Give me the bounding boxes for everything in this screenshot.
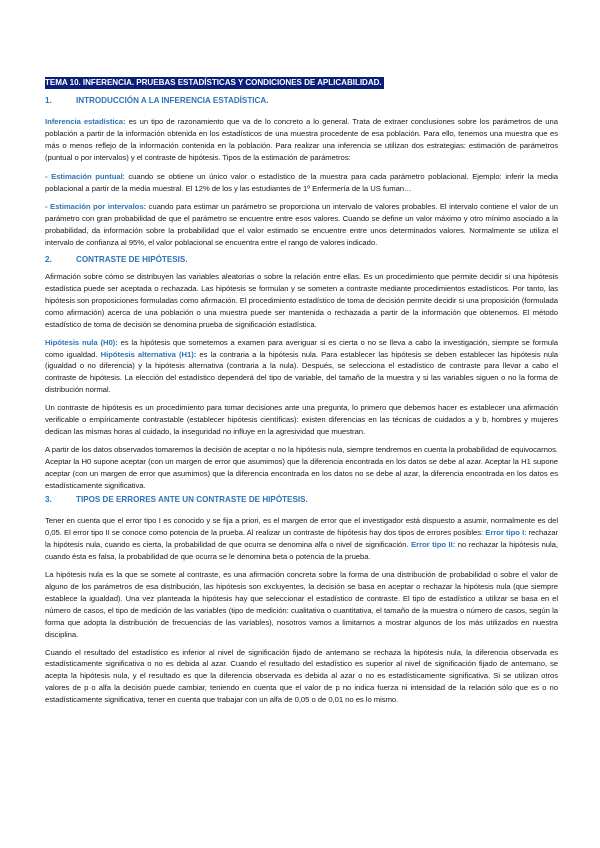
section-title: CONTRASTE DE HIPÓTESIS. — [76, 255, 188, 265]
keyword: Inferencia estadística: — [45, 117, 126, 126]
keyword: - Estimación puntual — [45, 171, 123, 181]
document-page — [45, 72, 558, 706]
paragraph-text: es un tipo de razonamiento que va de lo concreto a lo general. Trata de extraer conclusiones sobre los parámetros de una población a partir de la información obtenida en los estadísticos de una muestra procedente de esa población. Para ello, tenemos una muestra que es más o menos reflejo de la información contenida en la población. Para realizar una inferencia se utilizan dos estrategias: estimación de parámetros (puntual o por intervalos) y el contraste de hipótesis. Tipos de la estimación de parámetros: — [45, 117, 558, 162]
paragraph: A partir de los datos observados tomaremos la decisión de aceptar o no la hipótesis nula, siempre tendremos en cuenta la probabilidad de equivocarnos. Aceptar la H0 supone aceptar (con un margen de error que asumimos) que la diferencia encontrada en los datos se debe al azar. Aceptar la H1 supone aceptar (con un margen de error que asumimos) que la diferencia encontrada en los datos no se debe al azar, la diferencia encontrada en los datos es estadísticamente significativa. — [45, 444, 558, 490]
section-number: 2. — [45, 255, 52, 265]
section-heading-3 — [45, 494, 558, 505]
section-title: TIPOS DE ERRORES ANTE UN CONTRASTE DE HIPÓTESIS. — [76, 495, 308, 505]
paragraph-text: no rechazar la hipótesis nula, cuando ésta es falsa, la probabilidad de que ocurra se le denomina beta o potencia de la prueba. — [45, 540, 558, 562]
section-title: INTRODUCCIÓN A LA INFERENCIA ESTADÍSTICA. — [76, 96, 269, 105]
keyword: Error tipo II: — [411, 540, 456, 550]
paragraph — [45, 337, 558, 397]
section-heading-1 — [45, 95, 558, 106]
paragraph — [45, 171, 558, 195]
paragraph-text: Tener en cuenta que el error tipo I es conocido y se fija a priori, es el margen de error que el investigador está dispuesto a asumir, normalmente es del 0,05. El error tipo II se conoce como potencia de la prueba. Al realizar un contraste de hipótesis hay dos tipos de errores posibles: — [45, 516, 558, 538]
paragraph-text: : cuando se obtiene un único valor o estadístico de la muestra para cada parámetro poblacional. Ejemplo: inferir la media poblacional a partir de la media muestral. El 12% de los y las estudiantes de 1º Enfermería de la US fuman… — [45, 171, 558, 193]
keyword: Hipótesis alternativa (H1): — [100, 349, 197, 359]
section-number: 3. — [45, 495, 52, 505]
keyword: Error tipo I — [485, 528, 525, 538]
doc-title-wrap — [45, 72, 558, 89]
paragraph — [45, 116, 558, 164]
paragraph-text: cuando para estimar un parámetro se proporciona un intervalo de valores probables. El intervalo contiene el valor de un parámetro con gran probabilidad de que el parámetro se encuentre entre esos valores. Cuando se define un valor máximo y otro mínimo asociado a la probabilidad, da información sobre la probabilidad que el valor estimado se encuentre entre unos determinados valores. Normalmente se utiliza el intervalo de confianza al 95%, el valor poblacional se encuentra entre el rango de valores indicado. — [45, 202, 558, 248]
paragraph: La hipótesis nula es la que se somete al contraste, es una afirmación concreta sobre la forma de una distribución de probabilidad o sobre el valor de alguno de los parámetros de esa distribución, las hipótesis son excluyentes, la decisión se basa en aceptar o rechazar la hipótesis nula (que siempre establece la igualdad). Una vez planteada la hipótesis hay que seleccionar el estadístico de contraste. El tipo de estadístico a utilizar se basa en el número de casos, el tipo de medición de las variables (tipo de medición: cualitativa o cuantitativa, el tamaño de la muestra o número de casos, según la forma que adopta la distribución de frecuencias de las variables), nosotros vamos a limitarnos a mostrar algunos de los más utilizados en nuestra disciplina. — [45, 570, 558, 639]
doc-title: TEMA 10. INFERENCIA. PRUEBAS ESTADÍSTICAS Y CONDICIONES DE APLICABILIDAD. — [45, 78, 382, 87]
paragraph — [45, 515, 558, 563]
keyword: - Estimación por intervalos: — [45, 202, 147, 212]
paragraph: Un contraste de hipótesis es un procedimiento para tomar decisiones ante una pregunta, lo primero que debemos hacer es establecer una afirmación verificable o empíricamente contrastable (establecer hipótesis científicas): existen diferencias en las técnicas de cuidados a y b, hombres y mujeres dedican las mismas horas al cuidado, la inseguridad no influye en la agresividad que muestran. — [45, 403, 558, 436]
paragraph — [45, 201, 558, 249]
section-heading-2 — [45, 254, 558, 265]
paragraph: Afirmación sobre cómo se distribuyen las variables aleatorias o sobre la relación entre ellas. Es un procedimiento que permite decidir si una hipótesis estadística puede ser aceptada o rechazada. Las hipótesis se formulan y se someten a contraste mediante procedimientos estadísticos. Por tanto, las hipótesis son proposiciones formuladas como afirmación. El procedimiento estadístico de toma de decisión permite decidir si una proposición (formulada como afirmación) acerca de una población o una muestra puede ser mantenida o rechazada a partir de la información que obtenemos. El método estadístico de toma de decisión se denomina prueba de significación estadística. — [45, 272, 558, 329]
paragraph-text: : rechazar la hipótesis nula, cuando es cierta, la probabilidad de que ocurra se denomina alfa o nivel de significación. — [45, 528, 558, 550]
paragraph: Cuando el resultado del estadístico es inferior al nivel de significación fijado de antemano se rechaza la hipótesis nula, la diferencia observada es estadísticamente significativa o no es debida al azar. Cuando el resultado del estadístico es superior al nivel de significación fijado de antemano, se acepta la hipótesis nula, y el resultado es que la diferencia observada es debida al azar o no es estadísticamente significativa. Si se utilizan otros valores de p o alfa la decisión puede cambiar, teniendo en cuenta que el valor de p no indica fuerza ni intensidad de la relación sólo que es o no estadísticamente significativa, tener en cuenta que trabajar con un alfa de 0,05 o de 0,01 no es lo mismo. — [45, 647, 558, 705]
paragraph-text: es la contraria a la hipótesis nula. Para establecer las hipótesis se deben establecer las hipótesis nula (igualdad o no diferencia) y la hipótesis alternativa (contraria a la nula). Después, se selecciona el estadístico de contraste para llevar a cabo el contraste de hipótesis. La elección del estadístico dependerá del tipo de variable, del tamaño de la muestra y si las variables siguen o no la forma de distribución normal. — [45, 349, 558, 395]
section-number: 1. — [45, 96, 52, 105]
keyword: Hipótesis nula (H0): — [45, 337, 118, 347]
paragraph-text: es la hipótesis que sometemos a examen para averiguar si es cierta o no se lleva a cabo la investigación, siempre se formula como igualdad. — [45, 337, 559, 359]
